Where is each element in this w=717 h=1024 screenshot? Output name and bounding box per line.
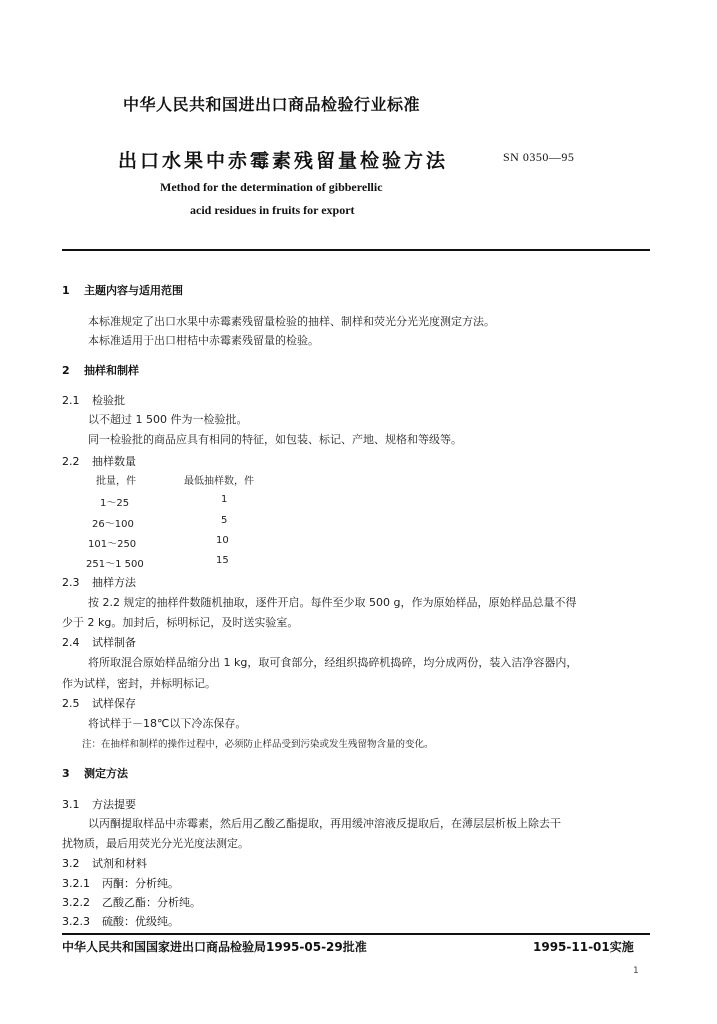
section-3-heading — [62, 765, 128, 781]
section-1-heading — [62, 282, 183, 298]
section-2-1-para-2: 同一检验批的商品应具有相同的特征，如包装、标记、产地、规格和等级等。 — [88, 433, 462, 446]
section-title: 检验批 — [92, 394, 125, 407]
section-2-heading — [62, 362, 139, 378]
approval-statement: 中华人民共和国国家进出口商品检验局1995-05-29批准 — [62, 940, 367, 954]
english-title-line2: acid residues in fruits for export — [190, 203, 355, 217]
section-2-2-heading — [62, 453, 136, 469]
section-number: 3.2 — [62, 857, 80, 870]
table-row-min: 1 — [221, 494, 228, 505]
section-2-4-para-2: 作为试样，密封，并标明标记。 — [62, 677, 216, 690]
section-title: 抽样方法 — [92, 576, 136, 589]
section-3-2-2-item — [62, 894, 201, 910]
implementation-date: 1995-11-01实施 — [533, 940, 634, 954]
english-title-line1: Method for the determination of gibberellic — [160, 180, 383, 194]
section-3-2-3-item — [62, 913, 179, 929]
section-number: 2.5 — [62, 697, 80, 710]
section-number: 2.2 — [62, 455, 80, 468]
section-title: 试样制备 — [92, 636, 136, 649]
section-title: 试样保存 — [92, 697, 136, 710]
page-number: 1 — [633, 966, 639, 976]
section-number: 3 — [62, 767, 70, 780]
section-title: 抽样数量 — [92, 455, 136, 468]
section-3-1-heading — [62, 796, 136, 812]
table-row-min: 15 — [216, 555, 229, 566]
sampling-table-header-min: 最低抽样数，件 — [184, 476, 254, 487]
section-2-3-para-1: 按 2.2 规定的抽样件数随机抽取，逐件开启。每件至少取 500 g，作为原始样品，原始样品总量不得 — [88, 596, 577, 609]
section-2-4-heading — [62, 634, 136, 650]
footer-divider — [62, 933, 650, 935]
section-number: 3.2.3 — [62, 915, 90, 928]
section-number: 2.4 — [62, 636, 80, 649]
section-3-2-1-item — [62, 875, 179, 891]
section-2-1-heading — [62, 392, 125, 408]
section-2-5-para-1: 将试样于－18℃以下冷冻保存。 — [88, 717, 247, 730]
section-number: 3.2.1 — [62, 877, 90, 890]
header-divider — [62, 249, 650, 251]
table-row-min: 10 — [216, 535, 229, 546]
item-text: 丙酮：分析纯。 — [102, 877, 179, 890]
issuer-title: 中华人民共和国进出口商品检验行业标准 — [123, 95, 421, 114]
section-2-5-note: 注：在抽样和制样的操作过程中，必须防止样品受到污染或发生残留物含量的变化。 — [82, 739, 434, 750]
section-3-1-para-1: 以丙酮提取样品中赤霉素，然后用乙酸乙酯提取，再用缓冲溶液反提取后，在薄层层析板上除去干 — [88, 817, 561, 830]
table-row-batch: 101～250 — [88, 539, 137, 550]
section-2-4-para-1: 将所取混合原始样品缩分出 1 kg，取可食部分，经组织捣碎机捣碎，均分成两份，装入洁净容器内， — [88, 656, 578, 669]
section-title: 方法提要 — [92, 798, 136, 811]
table-row-min: 5 — [221, 515, 228, 526]
section-title: 测定方法 — [84, 767, 128, 780]
section-2-1-para-1: 以不超过 1 500 件为一检验批。 — [88, 413, 248, 426]
section-number: 3.1 — [62, 798, 80, 811]
section-3-1-para-2: 扰物质，最后用荧光分光光度法测定。 — [62, 837, 249, 850]
section-2-3-heading — [62, 574, 136, 590]
item-text: 乙酸乙酯：分析纯。 — [102, 896, 201, 909]
table-row-batch: 251～1 500 — [86, 559, 144, 570]
section-title: 主题内容与适用范围 — [84, 284, 183, 297]
section-title: 抽样和制样 — [84, 364, 139, 377]
section-3-2-heading — [62, 855, 147, 871]
section-1-para-2: 本标准适用于出口柑桔中赤霉素残留量的检验。 — [88, 334, 319, 347]
section-2-5-heading — [62, 695, 136, 711]
table-row-batch: 1～25 — [100, 498, 130, 509]
section-1-para-1: 本标准规定了出口水果中赤霉素残留量检验的抽样、制样和荧光分光光度测定方法。 — [88, 315, 495, 328]
section-number: 2.3 — [62, 576, 80, 589]
sampling-table-header-batch: 批量，件 — [96, 476, 136, 487]
table-row-batch: 26～100 — [92, 519, 134, 530]
item-text: 硫酸：优级纯。 — [102, 915, 179, 928]
section-title: 试剂和材料 — [92, 857, 147, 870]
section-2-3-para-2: 少于 2 kg。加封后，标明标记，及时送实验室。 — [62, 616, 299, 629]
document-title: 出口水果中赤霉素残留量检验方法 — [118, 150, 449, 172]
standard-code: SN 0350—95 — [503, 150, 575, 164]
section-number: 3.2.2 — [62, 896, 90, 909]
section-number: 1 — [62, 284, 70, 297]
section-number: 2 — [62, 364, 70, 377]
section-number: 2.1 — [62, 394, 80, 407]
